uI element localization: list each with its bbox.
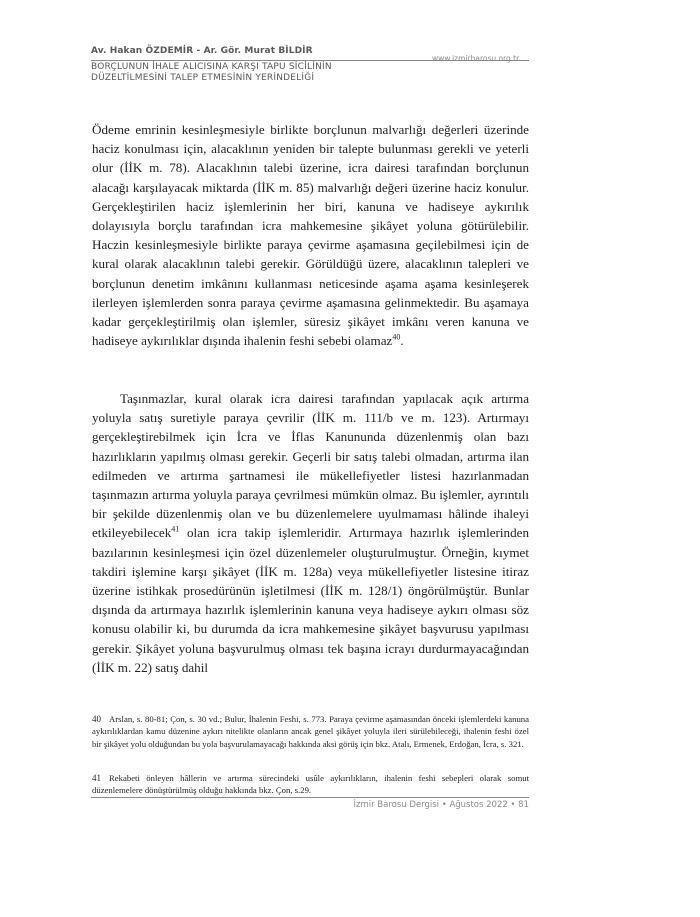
footnote-ref-40: 40 (392, 332, 401, 342)
header-article-title (91, 62, 391, 84)
footnote-number: 40 (92, 714, 101, 724)
header-title-line-1: BORÇLUNUN İHALE ALICISINA KARŞI TAPU SİCİLİNİN (91, 62, 332, 72)
paragraph-2-text-b: olan icra takip işlemleridir. Artırmaya hazırlık işlemlerinden bazılarının kesinleşmesi için özel düzenlemeler oluşturulmuştur. Örneğin, kıymet takdiri işlemine karşı şikâyet (İİK m. 128a) veya mükellefiyetler listesine itiraz üzerine istihkak prosedürünün işletilmesi (İİK m. 128/1) öngörülmüştür. Bunlar dışında da artırmaya hazırlık işlemlerinin kanuna veya hadiseye aykırı olması söz konusu olabilir ki, bu durumda da icra mahkemesine şikâyet başvurusu yapılması gerekir. Şikâyet yoluna başvurulmuş olması tek başına icrayı durdurmayacağından (İİK m. 22) satış dahil (92, 525, 529, 675)
footer-rule (91, 797, 529, 798)
paragraph-2-text-a: Taşınmazlar, kural olarak icra dairesi tarafından yapılacak açık artırma yoluyla satış suretiyle paraya çevrilir (İİK m. 111/b ve m. 123). Artırmayı gerçekleştirebilmek için İcra ve İflas Kanununda düzenlenmiş olan bazı hazırlıkların yapılmış olması gerekir. Geçerli bir satış talebi olmadan, artırma ilan edilmeden ve artırma şartnamesi ile mükellefiyetler listesi hazırlanmadan taşınmazın artırma yoluyla paraya çevrilmesi mümkün olmaz. Bu işlemler, ayrıntılı bir şekilde düzenlenmiş olan ve bu düzenlemelere uyulmaması hâlinde ihaleyi etkileyebilecek (92, 391, 529, 541)
footer-journal-info: İzmir Barosu Dergisi • Ağustos 2022 • 81 (353, 800, 529, 810)
footnote-text: Rekabeti önleyen hâllerin ve artırma sürecindeki usûle aykırılıkların, ihalenin feshi sebepleri olarak somut düzenlemelere dönüştürülmüş olduğu hakkında bkz. Çon, s.29. (92, 773, 529, 796)
footnote-ref-41: 41 (171, 525, 180, 535)
body-paragraph-1 (92, 120, 529, 350)
header-authors: Av. Hakan ÖZDEMİR - Ar. Gör. Murat BİLDİR (91, 46, 313, 56)
paragraph-1-text: Ödeme emrinin kesinleşmesiyle birlikte borçlunun malvarlığı değerleri üzerinde haciz konulması için, alacaklının yeniden bir talepte bulunması gerekli ve yeterli olur (İİK m. 78). Alacaklının talebi üzerine, icra dairesi tarafından borçlunun alacağı karşılayacak miktarda (İİK m. 85) malvarlığı değeri üzerine haciz konulur. Gerçekleştirilen haciz işlemlerinin her biri, kanuna ve hadiseye aykırılık dolayısıyla borçlu tarafından icra mahkemesine şikâyet yoluna götürülebilir. Haczin kesinleşmesiyle birlikte paraya çevirme aşamasına geçilebilmesi için de kural olarak alacaklının talebi gerekir. Görüldüğü üzere, alacaklının talepleri ve borçlunun denetim imkânını kullanması neticesinde aşama aşama kesinleşerek ilerleyen işlemlerden sonra paraya çevirme aşamasına gelinmektedir. Bu aşamaya kadar gerçekleştirilmiş olan işlemler, süresiz şikâyet imkânı veren kanuna ve hadiseye aykırılıklar dışında ihalenin feshi sebebi olamaz (92, 122, 529, 349)
footnote-41 (92, 772, 529, 797)
paragraph-1-end: . (400, 333, 404, 349)
footnote-40 (92, 713, 529, 750)
header-website: www.izmirbarosu.org.tr (432, 54, 520, 63)
footnote-text: Arslan, s. 80-81; Çon, s. 30 vd.; Bulur, İhalenin Feshi, s. 773. Paraya çevirme aşamasından önceki işlemlerdeki kanuna aykırılıklardan kamu düzenine aykırı nitelikte olanların ancak genel şikâyet yoluyla ileri sürülebileceği, ihalenin feshi özel bir şikâyet yolu olduğundan bu yola başvurulamayacağı hakkında aksi görüş için bkz. Atalı, Ermenek, Erdoğan, İcra, s. 321. (92, 714, 529, 749)
footnote-number: 41 (92, 773, 101, 783)
body-paragraph-2 (92, 389, 529, 677)
header-rule (91, 60, 529, 61)
header-title-line-2: DÜZELTİLMESİNİ TALEP ETMESİNİN YERİNDELİĞİ (91, 73, 315, 83)
